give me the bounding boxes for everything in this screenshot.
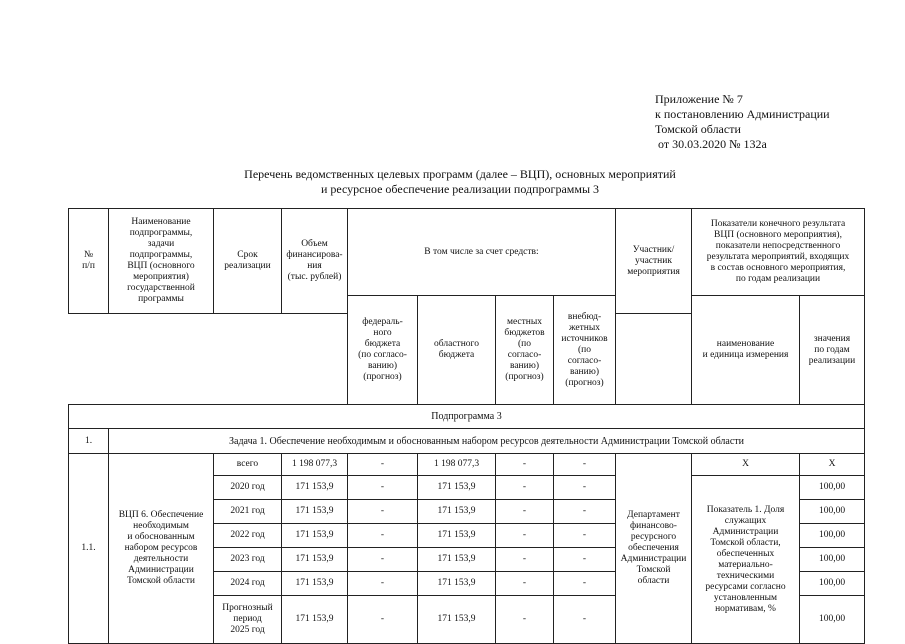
appendix-block	[655, 92, 830, 152]
cell-regional: 171 153,9	[418, 572, 496, 596]
cell-volume: 171 153,9	[282, 476, 348, 500]
cell-ind-name: Х	[692, 454, 800, 476]
cell-ind-value: 100,00	[800, 476, 865, 500]
cell-regional: 171 153,9	[418, 596, 496, 644]
header-ind-name: наименование и единица измерения	[692, 296, 800, 405]
appendix-line: Томской области	[655, 122, 741, 136]
subprogram-row: Подпрограмма 3	[69, 405, 865, 429]
cell-volume: 171 153,9	[282, 500, 348, 524]
cell-volume: 171 153,9	[282, 548, 348, 572]
header-participant: Участник/ участник мероприятия	[616, 209, 692, 314]
cell-federal: -	[348, 572, 418, 596]
cell-regional: 171 153,9	[418, 524, 496, 548]
cell-federal: -	[348, 524, 418, 548]
vcp-participant: Департамент финансово- ресурсного обеспечения Администрации Томской области	[616, 454, 692, 644]
cell-extra: -	[554, 596, 616, 644]
cell-federal: -	[348, 476, 418, 500]
cell-extra: -	[554, 572, 616, 596]
cell-term: всего	[214, 454, 282, 476]
header-regional: областного бюджета	[418, 296, 496, 405]
cell-ind-value: Х	[800, 454, 865, 476]
header-term: Срок реализации	[214, 209, 282, 314]
cell-ind-value: 100,00	[800, 524, 865, 548]
header-federal: федераль- ного бюджета (по согласо- ванию) (прогноз)	[348, 296, 418, 405]
cell-volume: 1 198 077,3	[282, 454, 348, 476]
header-extra: внебюд- жетных источников (по согласо- ванию) (прогноз)	[554, 296, 616, 405]
cell-ind-value: 100,00	[800, 548, 865, 572]
vcp-name: ВЦП 6. Обеспечение необходимым и обоснованным набором ресурсов деятельности Администрации Томской области	[109, 454, 214, 644]
task-text: Задача 1. Обеспечение необходимым и обоснованным набором ресурсов деятельности Администрации Томской области	[109, 429, 865, 454]
cell-local: -	[496, 500, 554, 524]
cell-extra: -	[554, 548, 616, 572]
cell-federal: -	[348, 548, 418, 572]
cell-extra: -	[554, 500, 616, 524]
vcp-num: 1.1.	[69, 454, 109, 644]
cell-extra: -	[554, 454, 616, 476]
header-local: местных бюджетов (по согласо- ванию) (прогноз)	[496, 296, 554, 405]
cell-federal: -	[348, 500, 418, 524]
cell-local: -	[496, 548, 554, 572]
cell-ind-value: 100,00	[800, 500, 865, 524]
cell-federal: -	[348, 454, 418, 476]
cell-term: 2021 год	[214, 500, 282, 524]
cell-regional: 171 153,9	[418, 476, 496, 500]
cell-local: -	[496, 454, 554, 476]
cell-term: 2023 год	[214, 548, 282, 572]
appendix-line: к постановлению Администрации	[655, 107, 830, 121]
cell-local: -	[496, 476, 554, 500]
cell-local: -	[496, 524, 554, 548]
cell-volume: 171 153,9	[282, 596, 348, 644]
cell-local: -	[496, 596, 554, 644]
cell-volume: 171 153,9	[282, 572, 348, 596]
cell-term: Прогнозный период 2025 год	[214, 596, 282, 644]
header-ind-values: значения по годам реализации	[800, 296, 865, 405]
title-line: и ресурсное обеспечение реализации подпрограммы 3	[320, 182, 600, 196]
task-num: 1.	[69, 429, 109, 454]
program-table	[68, 208, 865, 644]
header-name: Наименование подпрограммы, задачи подпрограммы, ВЦП (основного мероприятия) государственной программы	[109, 209, 214, 314]
cell-local: -	[496, 572, 554, 596]
appendix-line: Приложение № 7	[655, 92, 743, 106]
cell-regional: 171 153,9	[418, 548, 496, 572]
header-volume: Объем финансирова- ния (тыс. рублей)	[282, 209, 348, 314]
cell-ind-value: 100,00	[800, 572, 865, 596]
cell-federal: -	[348, 596, 418, 644]
cell-volume: 171 153,9	[282, 524, 348, 548]
cell-term: 2022 год	[214, 524, 282, 548]
title-line: Перечень ведомственных целевых программ (далее – ВЦП), основных мероприятий	[244, 167, 676, 181]
vcp-indicator: Показатель 1. Доля служащих Администрации Томской области, обеспеченных материально- техническими ресурсами согласно установленным нормативам, %	[692, 476, 800, 644]
cell-term: 2024 год	[214, 572, 282, 596]
cell-regional: 171 153,9	[418, 500, 496, 524]
appendix-line: от 30.03.2020 № 132а	[655, 137, 767, 151]
table-row	[69, 454, 865, 476]
cell-regional: 1 198 077,3	[418, 454, 496, 476]
cell-ind-value: 100,00	[800, 596, 865, 644]
header-indicators: Показатели конечного результата ВЦП (основного мероприятия), показатели непосредственного результата мероприятий, входящих в состав основного мероприятия, по годам реализации	[692, 209, 865, 296]
header-including: В том числе за счет средств:	[348, 209, 616, 296]
cell-term: 2020 год	[214, 476, 282, 500]
header-num: № п/п	[69, 209, 109, 314]
document-title	[60, 167, 860, 197]
cell-extra: -	[554, 476, 616, 500]
cell-extra: -	[554, 524, 616, 548]
